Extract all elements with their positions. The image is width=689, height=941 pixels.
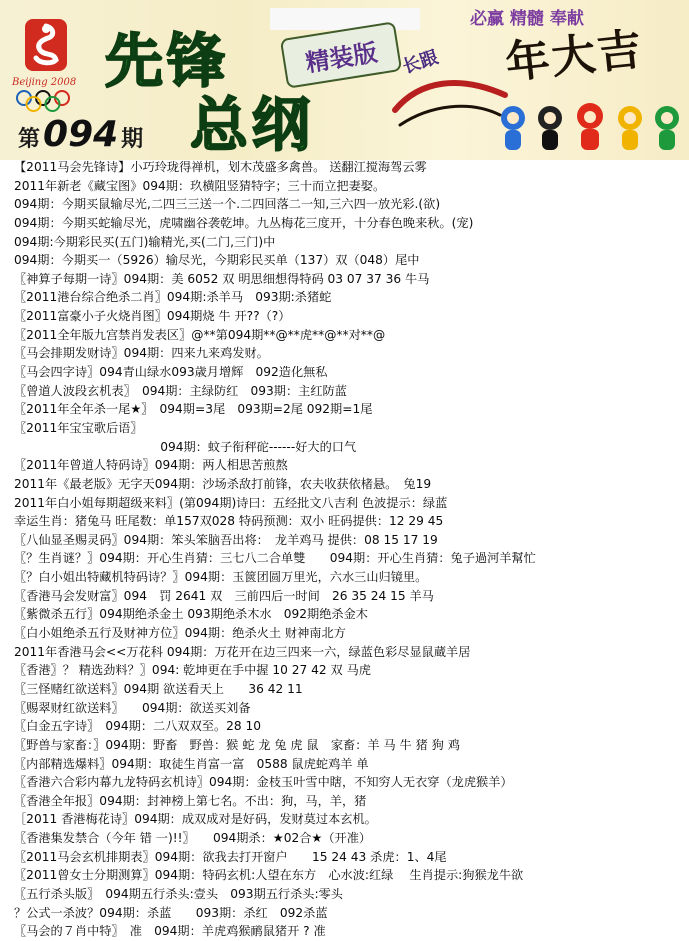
- olympic-rings-icon: [14, 90, 72, 112]
- prediction-list: [14, 158, 684, 941]
- beijing-emblem-icon: [24, 18, 68, 72]
- text-line: 094期：今期买一（5926）输尽光，今期彩民买单（137）双（048）尾中: [14, 253, 420, 268]
- text-line: 〖紫微杀五行〗094期绝杀金土 093期绝杀木水 092期绝杀金木: [14, 607, 368, 622]
- text-line: 〖香港集发禁合（今年 错 一)!!〗 094期杀：★02合★（开准）: [14, 831, 372, 846]
- text-line: 〖2011年宝宝歌后语〗: [14, 420, 143, 435]
- edition-badge: 精装版: [280, 21, 402, 89]
- text-line: 〖内部精选爆料〗094期：取徒生肖富一富 0588 鼠虎蛇鸡羊 单: [14, 756, 369, 771]
- text-line: 〖香港马会发财富〗094 罚 2641 双 三前四后一时间 26 35 24 15 羊马: [14, 588, 434, 603]
- text-line: ？公式一杀波？094期：杀蓝 093期：杀红 092杀蓝: [14, 905, 328, 920]
- top-strip: [270, 8, 420, 30]
- text-line: 2011年白小姐每期超级来料〗(第094期)诗曰：五经批文八吉利 色波提示：绿蓝: [14, 495, 448, 510]
- follow-text: 长跟: [400, 46, 441, 78]
- text-line: 2011年《最老版》无字天094期：沙场杀敌打前锋，农夫收获依楮悬。 兔19: [14, 476, 432, 491]
- issue-label: [18, 114, 143, 155]
- text-line: 〖野兽与家畜：〗094期：野畜 野兽：猴 蛇 龙 兔 虎 鼠 家畜：羊 马 牛 猪 狗 鸡: [14, 737, 460, 752]
- text-line: 〖2011港台综合绝杀二肖〗094期:杀羊马 093期:杀猪蛇: [14, 290, 332, 305]
- calligraphy-text: 年大吉: [503, 23, 646, 90]
- issue-prefix: 第: [18, 127, 41, 152]
- text-line: 〖马会四字诗〗094青山绿水093歳月增辉 092造化無私: [14, 365, 328, 380]
- text-line: 〖2011富豪小子火烧肖图〗094期烧 牛 开??（?）: [14, 309, 291, 324]
- text-line: 〖？生肖谜？〗094期：开心生肖猜：三七八二合单雙 094期：开心生肖猜：兔子過河羊幫忙: [14, 551, 536, 566]
- text-line: 〖2011年曾道人特码诗〗094期：两人相思苦煎熬: [14, 458, 288, 473]
- header-banner: [0, 0, 689, 160]
- text-line: 2011年香港马会<<万花科 094期：万花开在边三四来一六，绿蓝色彩尽显鼠蔵羊居: [14, 644, 471, 659]
- text-line: 〖香港六合彩内幕九龙特码玄机诗〗094期：金枝玉叶雪中瞎，不知穷人无衣穿（龙虎猴羊）: [14, 775, 513, 790]
- text-line: 〖马会的７肖中特〗 准 094期：羊虎鸡猴鸸鼠猪开 ? 准: [14, 924, 326, 939]
- text-line: ［2011 香港梅花诗〗094期：成双成对是好码，发财莫过本玄机。: [14, 812, 377, 827]
- text-line: 〖马会排期发财诗〗094期：四来九来鸡发财。: [14, 346, 269, 361]
- text-line: 〖曾道人波段玄机表〗 094期：主绿防红 093期：主红防蓝: [14, 383, 347, 398]
- text-line: 〖2011曾女士分期测算〗094期：特码玄机:人望在东方 心水波:红绿 生肖提示:狗猴龙牛欲: [14, 868, 524, 883]
- text-line: 【2011马会先锋诗】小巧玲珑得禅机，划木茂盛多禽兽。 送翻江搅海驾云雾: [14, 160, 427, 174]
- title-sub: 总纲: [190, 91, 315, 159]
- text-line: 〖2011马会玄机排期表〗094期：欲我去打开窗户 15 24 43 杀虎：1、4尾: [14, 849, 447, 864]
- issue-number: 094: [43, 114, 119, 155]
- title-main: 先锋: [105, 27, 230, 95]
- text-line: 〖五行杀头版〗 094期五行杀头:壹头 093期五行杀头:零头: [14, 886, 343, 901]
- text-line: 094期：蚊子衔秤砣------好大的口气: [14, 439, 357, 454]
- olympic-text: Beijing 2008: [12, 77, 77, 88]
- text-line: 〖香港〗？ 精选劲料？〗094: 乾坤更在手中握 10 27 42 双 马虎: [14, 663, 371, 678]
- text-line: 〖？白小姐出特藏机特码诗？〗094期：玉篋团圆万里光，六水三山归镜里。: [14, 570, 428, 585]
- text-line: 幸运生肖：猪兔马 旺尾数：单157双028 特码预测：双小 旺码提供：12 29 45: [14, 514, 444, 529]
- text-line: 〖香港全年报〗094期：封神榜上第七名。不出：狗，马，羊，猪: [14, 793, 367, 808]
- text-line: 〖2011全年版九宫禁肖发表区〗@**第094期**@**虎**@**对**@: [14, 327, 386, 342]
- text-line: 〖2011年全年杀一尾★〗 094期=3尾 093期=2尾 092期=1尾: [14, 402, 373, 417]
- text-line: 〖白金五字诗〗 094期：二八双双至。28 10: [14, 719, 262, 734]
- text-line: 〖赐翠财红欲送料〗 094期：欲送买刘备: [14, 700, 251, 715]
- text-line: 094期：今期买鼠输尽光,二四三三送一个.二四回落二一知,三六四一放光彩.(欲): [14, 197, 441, 212]
- slogan-text: 必赢 精髓 奉献: [470, 9, 584, 29]
- text-line: 〖八仙显圣赐灵码〗094期：笨头笨脑吾出将： 龙羊鸡马 提供：08 15 17 19: [14, 532, 438, 547]
- text-line: 〖神算子每期一诗〗094期：美 6052 双 明思细想得特码 03 07 37 36 牛马: [14, 271, 430, 286]
- text-line: 〖三怪赌红欲送料〗094期 欲送看天上 36 42 11: [14, 681, 303, 696]
- text-line: 2011年新老《藏宝图》094期：玖横阻竖猜特字；三十而立把妻娶。: [14, 178, 386, 193]
- brush-swoosh-icon: [390, 70, 510, 140]
- mascots-icon: [495, 100, 685, 154]
- issue-suffix: 期: [121, 127, 144, 152]
- olympic-logo: [12, 18, 82, 113]
- text-line: 〖白小姐绝杀五行及财神方位〗094期：绝杀火土 财神南北方: [14, 626, 346, 641]
- text-line: 094期:今期彩民买(五门)输精光,买(二门,三门)中: [14, 234, 276, 249]
- text-line: 094期：今期买蛇输尽光，虎啸幽谷袭乾坤。九丛梅花三度开，十分春色晚来秋。(宠): [14, 215, 474, 230]
